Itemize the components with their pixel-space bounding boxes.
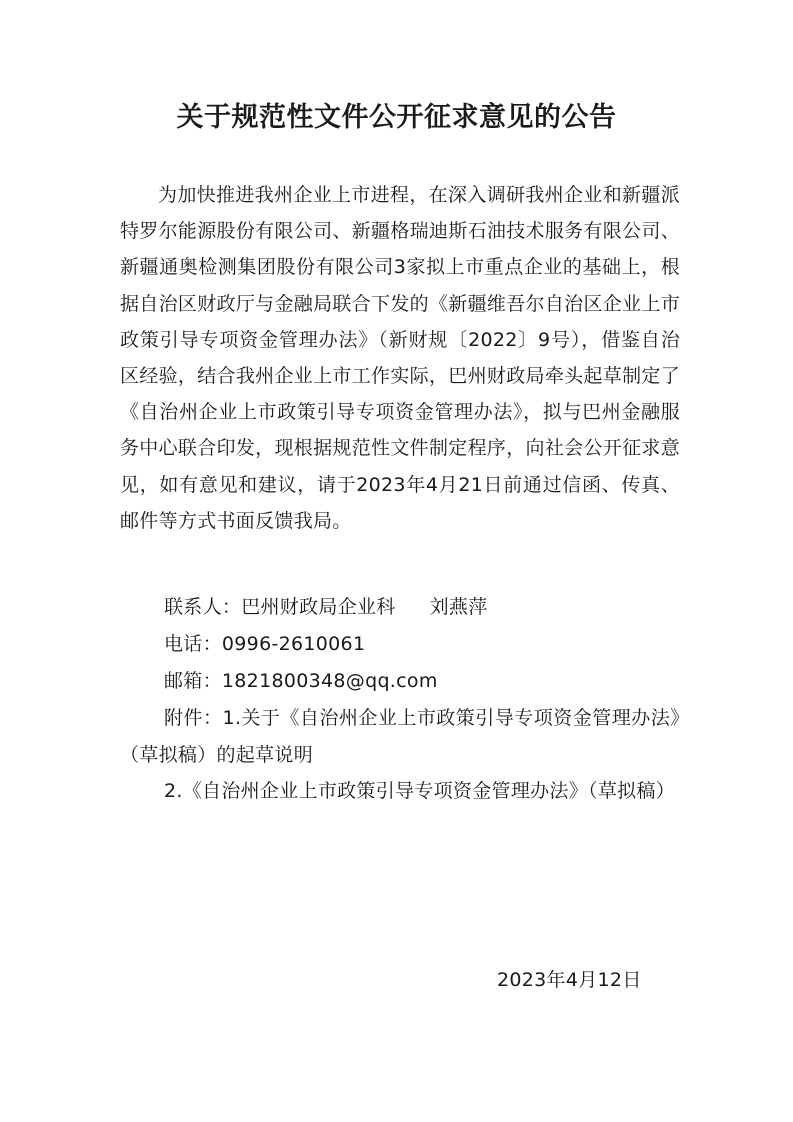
notice-title: 关于规范性文件公开征求意见的公告 [176, 102, 617, 133]
contact-department: 巴州财政局企业科 [241, 596, 396, 618]
contact-name: 刘燕萍 [429, 596, 488, 618]
phone-value: 0996-2610061 [221, 633, 366, 655]
attachments-label: 附件： [164, 707, 223, 729]
contact-line [120, 589, 680, 625]
attachment-item-1 [120, 700, 680, 773]
contact-label: 联系人： [164, 596, 242, 618]
attachment-1-text: 1.关于《自治州企业上市政策引导专项资金管理办法》（草拟稿）的起草说明 [120, 707, 680, 766]
attachment-item-2 [120, 773, 680, 810]
email-value: 1821800348@qq.com [221, 670, 438, 692]
email-label: 邮箱： [164, 670, 222, 692]
notice-body-paragraph: 为加快推进我州企业上市进程，在深入调研我州企业和新疆派特罗尔能源股份有限公司、新疆格瑞迪斯石油技术服务有限公司、新疆通奥检测集团股份有限公司3家拟上市重点企业的基础上，根据自治区财政厅与金融局联合下发的《新疆维吾尔自治区企业上市政策引导专项资金管理办法》（新财规〔2022〕9号），借鉴自治区经验，结合我州企业上市工作实际，巴州财政局牵头起草制定了《自治州企业上市政策引导专项资金管理办法》，拟与巴州金融服务中心联合印发，现根据规范性文件制定程序，向社会公开征求意见，如有意见和建议，请于2023年4月21日前通过信函、传真、邮件等方式书面反馈我局。 [120, 184, 680, 532]
phone-label: 电话： [164, 633, 222, 655]
phone-line [120, 626, 680, 662]
email-line [120, 663, 680, 699]
attachment-2-text: 2.《自治州企业上市政策引导专项资金管理办法》（草拟稿） [164, 780, 676, 802]
issue-date: 2023年4月12日 [497, 969, 642, 991]
